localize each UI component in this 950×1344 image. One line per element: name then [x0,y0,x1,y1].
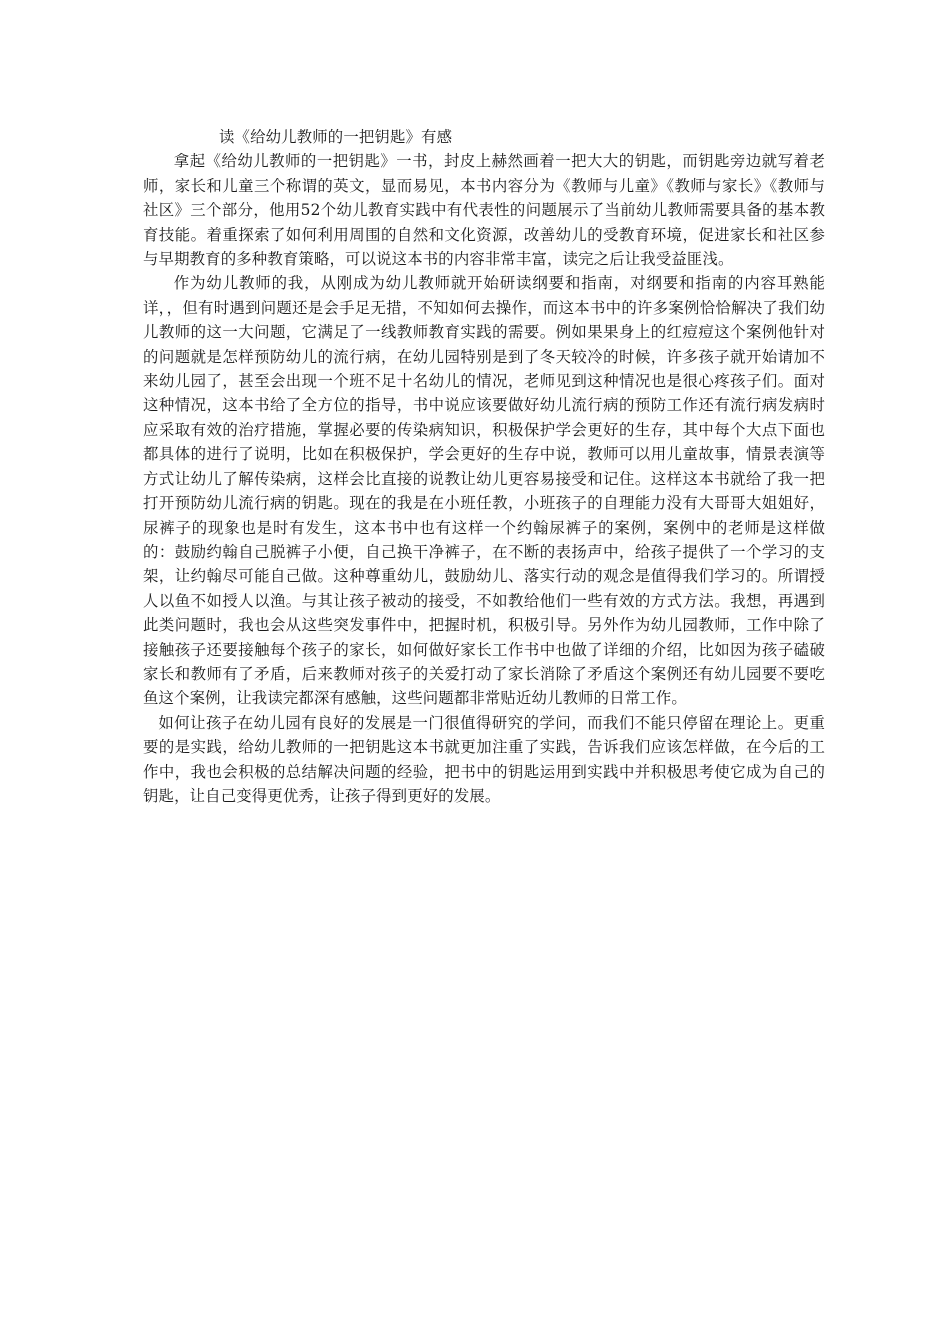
document-title: 读《给幼儿教师的一把钥匙》有感 [219,128,453,146]
paragraph-experience: 作为幼儿教师的我，从刚成为幼儿教师就开始研读纲要和指南，对纲要和指南的内容耳熟能详，，但有时遇到问题还是会手足无措，不知如何去操作，而这本书中的许多案例恰恰解决了我们幼儿教师的这一大问题，它满足了一线教师教育实践的需要。例如果果身上的红痘痘这个案例他针对的问题就是怎样预防幼儿的流行病，在幼儿园特别是到了冬天较冷的时候，许多孩子就开始请加不来幼儿园了，甚至会出现一个班不足十名幼儿的情况，老师见到这种情况也是很心疼孩子们。面对这种情况，这本书给了全方位的指导，书中说应该要做好幼儿流行病的预防工作还有流行病发病时应采取有效的治疗措施，掌握必要的传染病知识，积极保护学会更好的生存，其中每个大点下面也都具体的进行了说明，比如在积极保护，学会更好的生存中说，教师可以用儿童故事，情景表演等方式让幼儿了解传染病，这样会比直接的说教让幼儿更容易接受和记住。这样这本书就给了我一把打开预防幼儿流行病的钥匙。现在的我是在小班任教，小班孩子的自理能力没有大哥哥大姐姐好，尿裤子的现象也是时有发生，这本书中也有这样一个约翰尿裤子的案例，案例中的老师是这样做的：鼓励约翰自己脱裤子小便，自己换干净裤子，在不断的表扬声中，给孩子提供了一个学习的支架，让约翰尽可能自己做。这种尊重幼儿，鼓励幼儿、落实行动的观念是值得我们学习的。所谓授人以鱼不如授人以渔。与其让孩子被动的接受，不如教给他们一些有效的方式方法。我想，再遇到此类问题时，我也会从这些突发事件中，把握时机，积极引导。另外作为幼儿园教师，工作中除了接触孩子还要接触每个孩子的家长，如何做好家长工作书中也做了详细的介绍，比如因为孩子磕破家长和教师有了矛盾，后来教师对孩子的关爱打动了家长消除了矛盾这个案例还有幼儿园要不要吃鱼这个案例，让我读完都深有感触，这些问题都非常贴近幼儿教师的日常工作。 [143,274,825,708]
document-body [143,125,825,808]
paragraph-conclusion: 如何让孩子在幼儿园有良好的发展是一门很值得研究的学问，而我们不能只停留在理论上。更重要的是实践，给幼儿教师的一把钥匙这本书就更加注重了实践，告诉我们应该怎样做，在今后的工作中，我也会积极的总结解决问题的经验，把书中的钥匙运用到实践中并积极思考使它成为自己的钥匙，让自己变得更优秀，让孩子得到更好的发展。 [143,713,825,805]
paragraph-intro: 拿起《给幼儿教师的一把钥匙》一书，封皮上赫然画着一把大大的钥匙，而钥匙旁边就写着老师，家长和儿童三个称谓的英文，显而易见，本书内容分为《教师与儿童》《教师与家长》《教师与社区》三个部分，他用52个幼儿教育实践中有代表性的问题展示了当前幼儿教师需要具备的基本教育技能。着重探索了如何利用周围的自然和文化资源，改善幼儿的受教育环境，促进家长和社区参与早期教育的多种教育策略，可以说这本书的内容非常丰富，读完之后让我受益匪浅。 [143,152,825,269]
